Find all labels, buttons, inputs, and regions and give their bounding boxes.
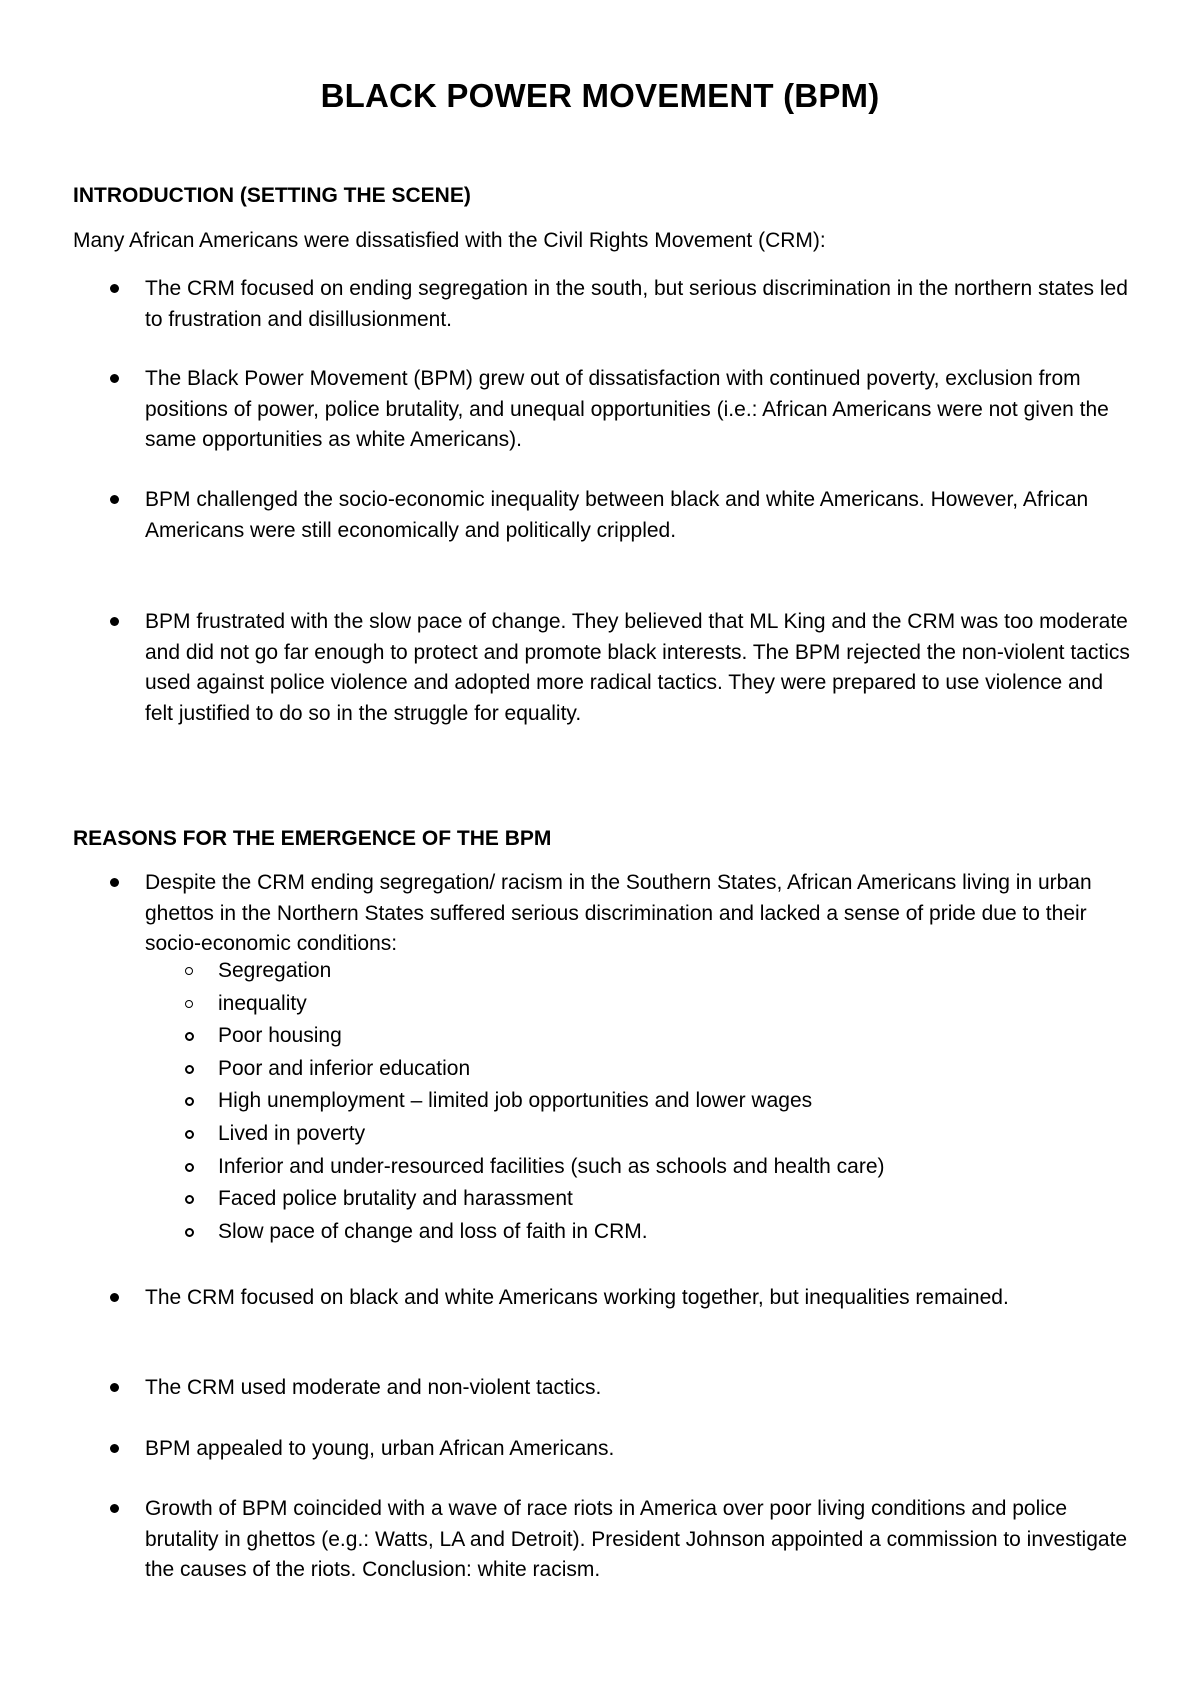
- circle-bullet-icon: [185, 967, 193, 975]
- reasons-bullet-3: The CRM used moderate and non-violent tactics.: [145, 1373, 1135, 1404]
- circle-bullet-icon: [185, 1032, 194, 1041]
- list-item: inequality: [218, 988, 885, 1021]
- reasons-bullet-2: The CRM focused on black and white Americans working together, but inequalities remained.: [145, 1283, 1135, 1314]
- intro-bullet-2: The Black Power Movement (BPM) grew out of dissatisfaction with continued poverty, exclusion from positions of power, police brutality, and unequal opportunities (i.e.: African Americans were not given the same opportunities as white Americans).: [145, 364, 1135, 456]
- reasons-bullet-5: Growth of BPM coincided with a wave of race riots in America over poor living conditions and police brutality in ghettos (e.g.: Watts, LA and Detroit). President Johnson appointed a commission to investigate the causes of the riots. Conclusion: white racism.: [145, 1494, 1135, 1586]
- list-item: Inferior and under-resourced facilities (such as schools and health care): [218, 1151, 885, 1184]
- conditions-list: [218, 955, 885, 1248]
- list-item: Segregation: [218, 955, 885, 988]
- list-item: Poor housing: [218, 1020, 885, 1053]
- circle-bullet-icon: [185, 1163, 194, 1172]
- circle-bullet-icon: [185, 1097, 194, 1106]
- circle-bullet-icon: [185, 1065, 194, 1074]
- circle-bullet-icon: [185, 1130, 194, 1139]
- document-title: BLACK POWER MOVEMENT (BPM): [320, 77, 880, 114]
- list-item: Slow pace of change and loss of faith in CRM.: [218, 1216, 885, 1249]
- list-item: Faced police brutality and harassment: [218, 1183, 885, 1216]
- reasons-bullet-1: Despite the CRM ending segregation/ racism in the Southern States, African Americans living in urban ghettos in the Northern States suffered serious discrimination and lacked a sense of pride due to their socio-economic conditions:: [145, 868, 1135, 960]
- introduction-lead: Many African Americans were dissatisfied with the Civil Rights Movement (CRM):: [73, 229, 826, 252]
- intro-bullet-3: BPM challenged the socio-economic inequality between black and white Americans. However, African Americans were still economically and politically crippled.: [145, 485, 1135, 546]
- list-item: Lived in poverty: [218, 1118, 885, 1151]
- circle-bullet-icon: [185, 1000, 193, 1008]
- section-heading-reasons: REASONS FOR THE EMERGENCE OF THE BPM: [73, 827, 552, 850]
- circle-bullet-icon: [185, 1228, 194, 1237]
- circle-bullet-icon: [185, 1195, 194, 1204]
- intro-bullet-4: BPM frustrated with the slow pace of change. They believed that ML King and the CRM was too moderate and did not go far enough to protect and promote black interests. The BPM rejected the non-violent tactics used against police violence and adopted more radical tactics. They were prepared to use violence and felt justified to do so in the struggle for equality.: [145, 607, 1135, 729]
- reasons-bullet-4: BPM appealed to young, urban African Americans.: [145, 1434, 1135, 1465]
- list-item: Poor and inferior education: [218, 1053, 885, 1086]
- list-item: High unemployment – limited job opportunities and lower wages: [218, 1085, 885, 1118]
- section-heading-introduction: INTRODUCTION (SETTING THE SCENE): [73, 184, 471, 207]
- intro-bullet-1: The CRM focused on ending segregation in the south, but serious discrimination in the northern states led to frustration and disillusionment.: [145, 274, 1135, 335]
